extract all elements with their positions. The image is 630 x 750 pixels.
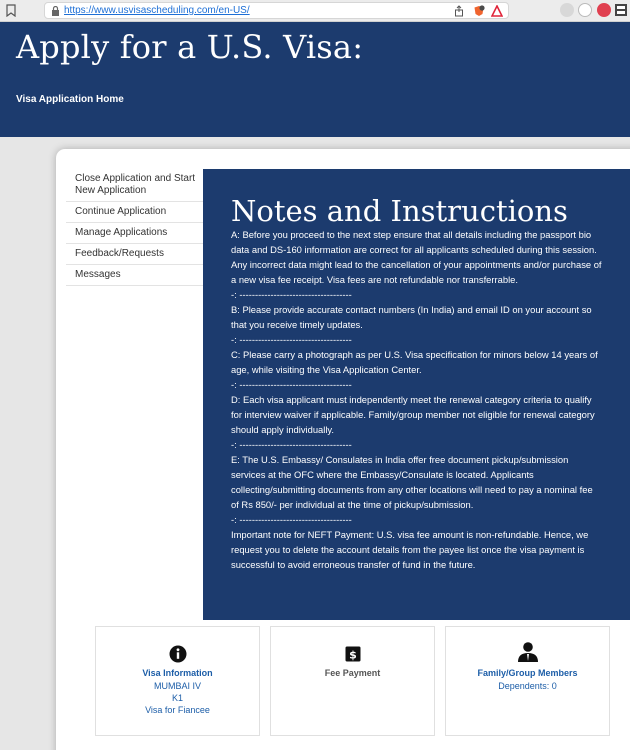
page-title: Apply for a U.S. Visa: [16,28,364,66]
notes-panel [203,169,630,620]
brave-shield-icon[interactable] [473,5,485,17]
lock-icon [51,6,60,16]
note-d: D: Each visa applicant must independently meet the renewal category criteria to qualify for interview waiver if applicable. Family/group member not eligible for renewal category should apply individually. [231,394,595,435]
note-separator: -: ------------------------------------ [231,514,352,525]
family-members-title[interactable]: Family/Group Members [477,668,578,678]
sidebar-item-messages[interactable]: Messages [66,265,203,286]
sidebar-item-continue-application[interactable]: Continue Application [66,202,203,223]
visa-class: K1 [171,693,183,703]
sidebar [66,169,203,286]
bookmark-icon[interactable] [6,4,16,17]
address-bar[interactable] [44,2,509,19]
note-separator: -: ------------------------------------ [231,379,352,390]
visa-type: Visa for Fiancee [145,705,210,715]
note-c: C: Please carry a photograph as per U.S. Visa specification for minors below 14 years of age, while visiting the Visa Application Center. [231,349,598,375]
brave-rewards-icon[interactable] [491,5,503,17]
svg-text:$: $ [348,648,357,662]
sidebar-item-feedback[interactable]: Feedback/Requests [66,244,203,265]
browser-toolbar [0,0,630,22]
info-icon [169,645,187,663]
family-members-box[interactable] [445,626,610,736]
extension-icon[interactable] [560,3,574,17]
url-text[interactable]: https://www.usvisascheduling.com/en-US/ [64,5,250,16]
visa-information-title[interactable]: Visa Information [142,668,213,678]
note-separator: -: ------------------------------------ [231,439,352,450]
share-icon[interactable] [453,5,465,17]
user-group-icon [517,641,539,663]
fee-payment-box[interactable] [270,626,435,736]
visa-information-box[interactable] [95,626,260,736]
note-separator: -: ------------------------------------ [231,289,352,300]
fee-payment-title[interactable]: Fee Payment [324,668,381,678]
sidebar-item-new-application[interactable]: Close Application and Start New Application [66,169,203,202]
dependents-count: Dependents: 0 [498,681,557,691]
breadcrumb-home[interactable]: Visa Application Home [16,94,124,105]
sidebar-item-manage-applications[interactable]: Manage Applications [66,223,203,244]
menu-icon[interactable] [614,3,628,17]
visa-post: MUMBAI IV [153,681,201,691]
note-neft: Important note for NEFT Payment: U.S. visa fee amount is non-refundable. Hence, we request you to delete the account details from the payee list once the visa payment is successful to avoid erroneous transfer of fund in the future. [231,529,589,570]
note-b: B: Please provide accurate contact numbers (In India) and email ID on your account so that you receive timely updates. [231,304,592,330]
dollar-icon [344,645,362,663]
page-header [0,22,630,137]
red-extension-icon[interactable] [597,3,611,17]
note-e: E: The U.S. Embassy/ Consulates in India offer free document pickup/submission services at the OFC where the Embassy/Consulate is located. Applicants collecting/submitting documents from any other locations will need to pay a nominal fee of Rs 850/- per individual at the time of pickup/submission. [231,454,593,510]
pen-extension-icon[interactable] [578,3,592,17]
notes-title: Notes and Instructions [231,194,568,228]
note-separator: -: ------------------------------------ [231,334,352,345]
note-a: A: Before you proceed to the next step ensure that all details including the passport bio data and DS-160 information are correct for all applicants scheduled during this session. Any incorrect data might lead to the cancellation of your appointments and/or purchase of a new visa fee receipt. Visa fees are not refundable nor transferrable. [231,229,602,285]
